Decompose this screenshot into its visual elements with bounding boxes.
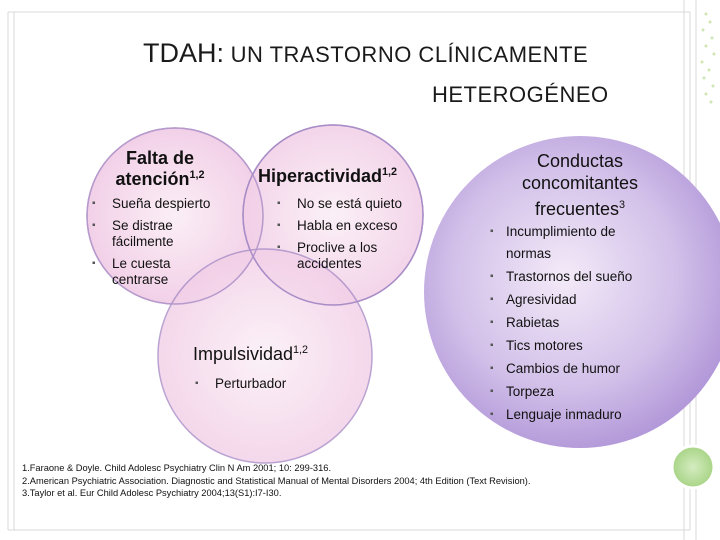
reference-3: 3.Taylor et al. Eur Child Adolesc Psychiatry 2004;13(S1):I7-I30.	[22, 488, 282, 498]
page-title-line2: HETEROGÉNEO	[432, 82, 609, 107]
comorbid-heading-line2: concomitantes	[521, 173, 639, 193]
impulsivity-list	[193, 376, 343, 398]
inattention-sup: 1,2	[189, 168, 205, 181]
list-item: ▪ No se está quieto	[275, 196, 425, 212]
list-item: ▪ Cambios de humor	[488, 357, 668, 380]
list-item: ▪ Perturbador	[193, 376, 343, 392]
green-accent-circle	[672, 446, 714, 488]
comorbid-heading	[500, 150, 660, 220]
title-prefix: TDAH:	[143, 38, 224, 68]
list-item: ▪ Agresividad	[488, 288, 668, 311]
hyperactivity-heading	[258, 166, 418, 187]
hyperactivity-sup: 1,2	[382, 166, 398, 178]
impulsivity-heading	[193, 344, 343, 365]
hyperactivity-list	[275, 196, 425, 278]
list-item: ▪ Rabietas	[488, 311, 668, 334]
comorbid-heading-line3: frecuentes	[534, 199, 620, 219]
comorbid-list	[488, 221, 668, 426]
page-title	[143, 38, 588, 69]
list-item: ▪ Incumplimiento de normas	[488, 221, 646, 265]
list-item: ▪ Lenguaje inmaduro	[488, 403, 668, 426]
list-item: ▪ Se distrae fácilmente	[90, 218, 222, 250]
list-item: ▪ Trastornos del sueño	[488, 265, 668, 288]
reference-1: 1.Faraone & Doyle. Child Adolesc Psychiatry Clin N Am 2001; 10: 299-316.	[22, 463, 332, 473]
inattention-heading-line2: atención	[115, 168, 190, 189]
list-item: ▪ Sueña despierto	[90, 196, 240, 212]
impulsivity-sup: 1,2	[293, 344, 309, 356]
title-rest: UN TRASTORNO CLÍNICAMENTE	[224, 42, 589, 67]
list-item: ▪ Tics motores	[488, 334, 668, 357]
hyperactivity-heading-text: Hiperactividad	[258, 166, 383, 186]
list-item: ▪ Proclive a los accidentes	[275, 240, 402, 272]
list-item: ▪ Torpeza	[488, 380, 668, 403]
inattention-heading-line1: Falta de	[125, 148, 195, 168]
references	[22, 462, 662, 500]
list-item: ▪ Habla en exceso	[275, 218, 425, 234]
inattention-heading	[105, 148, 215, 189]
impulsivity-heading-text: Impulsividad	[193, 344, 294, 364]
comorbid-sup: 3	[619, 199, 626, 211]
comorbid-heading-line1: Conductas	[536, 151, 624, 171]
reference-2: 2.American Psychiatric Association. Diagnostic and Statistical Manual of Mental Disorders 2004; 4th Edition (Text Revision).	[22, 475, 531, 486]
inattention-list	[90, 196, 240, 294]
list-item: ▪ Le cuesta centrarse	[90, 256, 222, 288]
